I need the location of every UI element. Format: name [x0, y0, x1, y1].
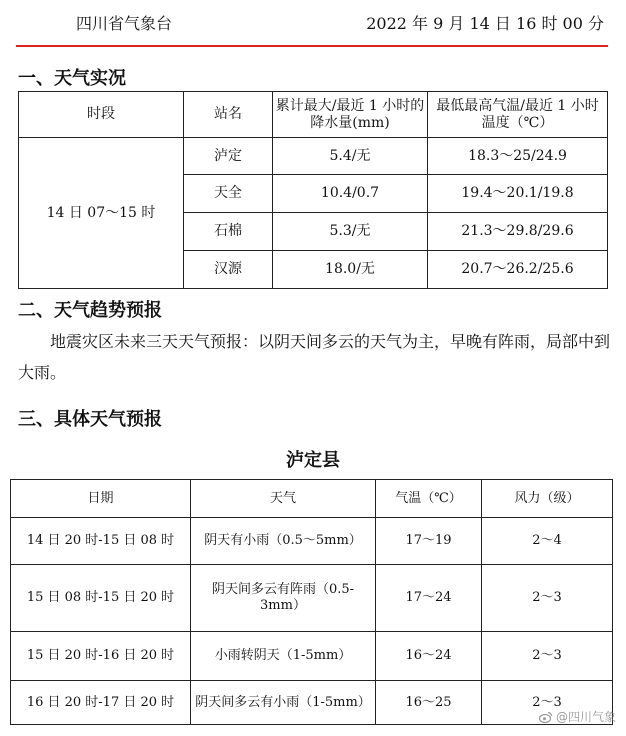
forecast-temp-cell: 16～25 [376, 681, 482, 725]
table-row [19, 138, 608, 175]
forecast-trend-text: 地震灾区未来三天天气预报：以阴天间多云的天气为主，早晚有阵雨，局部中到大雨。 [18, 332, 611, 382]
section-1-title: 一、天气实况 [18, 68, 126, 89]
date-cell: 16 日 20 时-17 日 20 时 [11, 681, 191, 725]
weather-cell: 阴天有小雨（0.5～5mm） [191, 518, 376, 565]
col-period: 时段 [19, 92, 184, 138]
watermark-text: @四川气象 [555, 710, 616, 724]
document-header [0, 0, 626, 50]
col-weather: 天气 [191, 480, 376, 518]
forecast-table [10, 479, 613, 725]
section-3-title: 三、具体天气预报 [18, 409, 162, 430]
rain-cell: 10.4/0.7 [273, 175, 428, 213]
table-row [11, 565, 613, 632]
table-row [11, 632, 613, 681]
col-wind: 风力（级） [482, 480, 613, 518]
section-2-title: 二、天气趋势预报 [18, 300, 162, 321]
observation-table [18, 91, 608, 289]
station-cell: 石棉 [184, 213, 273, 251]
wind-cell: 2～4 [482, 518, 613, 565]
col-rain: 累计最大/最近 1 小时的降水量(mm) [273, 92, 428, 138]
county-title: 泸定县 [286, 450, 340, 471]
header-divider [16, 45, 608, 47]
watermark [539, 708, 616, 725]
rain-cell: 18.0/无 [273, 251, 428, 289]
temp-cell: 18.3～25/24.9 [428, 138, 608, 175]
weather-cell: 阴天间多云有小雨（1-5mm） [191, 681, 376, 725]
table-row [11, 518, 613, 565]
forecast-temp-cell: 17～24 [376, 565, 482, 632]
wind-cell: 2～3 [482, 565, 613, 632]
temp-cell: 21.3～29.8/29.6 [428, 213, 608, 251]
issue-date: 2022 年 9 月 14 日 16 时 00 分 [366, 14, 604, 33]
table-row [11, 681, 613, 725]
temp-cell: 19.4～20.1/19.8 [428, 175, 608, 213]
station-cell: 泸定 [184, 138, 273, 175]
station-cell: 汉源 [184, 251, 273, 289]
station-cell: 天全 [184, 175, 273, 213]
forecast-temp-cell: 17～19 [376, 518, 482, 565]
col-temp: 最低最高气温/最近 1 小时温度（℃） [428, 92, 608, 138]
period-cell: 14 日 07～15 时 [19, 138, 184, 289]
temp-cell: 20.7～26.2/25.6 [428, 251, 608, 289]
forecast-temp-cell: 16～24 [376, 632, 482, 681]
date-cell: 15 日 08 时-15 日 20 时 [11, 565, 191, 632]
weather-cell: 阴天间多云有阵雨（0.5-3mm） [191, 565, 376, 632]
date-cell: 14 日 20 时-15 日 08 时 [11, 518, 191, 565]
date-cell: 15 日 20 时-16 日 20 时 [11, 632, 191, 681]
issuing-organization: 四川省气象台 [76, 14, 173, 33]
rain-cell: 5.4/无 [273, 138, 428, 175]
rain-cell: 5.3/无 [273, 213, 428, 251]
wind-cell: 2～3 [482, 632, 613, 681]
weibo-icon [539, 710, 553, 724]
col-forecast-temp: 气温（℃） [376, 480, 482, 518]
weather-cell: 小雨转阴天（1-5mm） [191, 632, 376, 681]
col-date: 日期 [11, 480, 191, 518]
wind-cell: 2～3 [482, 681, 613, 725]
col-station: 站名 [184, 92, 273, 138]
